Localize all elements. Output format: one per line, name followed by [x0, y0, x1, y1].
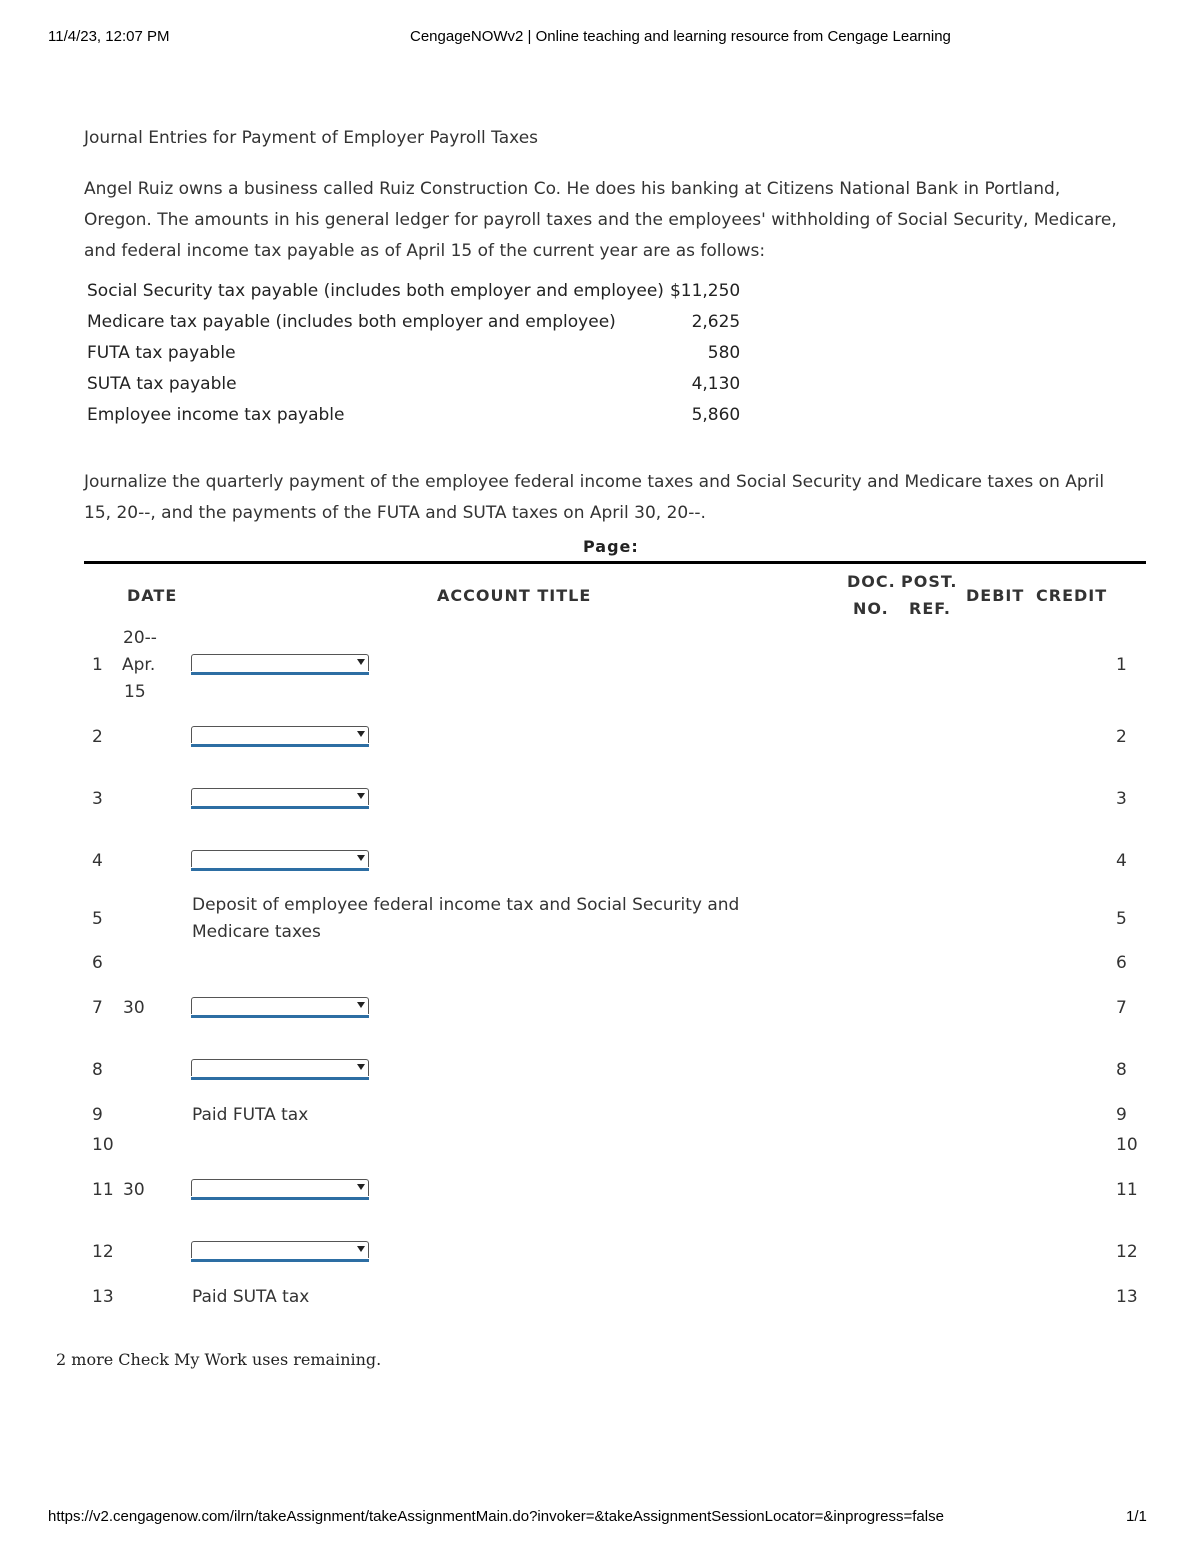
account-select[interactable] [191, 850, 369, 867]
line-number: 10 [92, 1135, 114, 1155]
line-number-right: 5 [1116, 909, 1127, 929]
balance-amount: 4,130 [691, 373, 741, 394]
table-row [87, 275, 740, 306]
line-number-right: 8 [1116, 1060, 1127, 1080]
chevron-down-icon [357, 1002, 365, 1008]
balance-label: Employee income tax payable [87, 404, 345, 425]
line-number-right: 12 [1116, 1242, 1138, 1262]
chevron-down-icon [357, 1064, 365, 1070]
line-number: 11 [92, 1180, 114, 1200]
journal-page-label: Page: [583, 537, 639, 556]
line-number: 5 [92, 909, 103, 929]
account-select[interactable] [191, 726, 369, 743]
account-select[interactable] [191, 654, 369, 671]
date-day: 30 [123, 1180, 145, 1200]
journal-top-rule [84, 561, 1146, 564]
chevron-down-icon [357, 731, 365, 737]
line-number: 8 [92, 1060, 103, 1080]
table-row [87, 368, 740, 399]
check-my-work-remaining: 2 more Check My Work uses remaining. [56, 1350, 382, 1369]
line-number-right: 11 [1116, 1180, 1138, 1200]
header-date: DATE [127, 586, 178, 605]
header-doc-no-line2: NO. [853, 599, 889, 618]
entry-description-line1: Deposit of employee federal income tax and Social Security and [192, 895, 740, 915]
line-number: 12 [92, 1242, 114, 1262]
line-number: 3 [92, 789, 103, 809]
date-year: 20-- [123, 628, 157, 648]
line-number-right: 6 [1116, 953, 1127, 973]
line-number: 2 [92, 727, 103, 747]
line-number: 7 [92, 998, 103, 1018]
balance-label: FUTA tax payable [87, 342, 236, 363]
line-number-right: 13 [1116, 1287, 1138, 1307]
header-post-ref-line1: POST. [901, 572, 958, 591]
problem-instructions: Journalize the quarterly payment of the employee federal income taxes and Social Security and Medicare taxes on April 15, 20--, and the payments of the FUTA and SUTA taxes on April 30, 20--. [84, 472, 1105, 523]
line-number-right: 1 [1116, 655, 1127, 675]
balance-label: Medicare tax payable (includes both employer and employee) [87, 311, 616, 332]
account-select[interactable] [191, 1059, 369, 1076]
entry-description: Paid SUTA tax [192, 1287, 310, 1307]
chevron-down-icon [357, 793, 365, 799]
line-number: 13 [92, 1287, 114, 1307]
table-row [87, 306, 740, 337]
table-row [87, 399, 740, 430]
chevron-down-icon [357, 855, 365, 861]
line-number: 1 [92, 655, 103, 675]
line-number: 9 [92, 1105, 103, 1125]
header-account-title: ACCOUNT TITLE [437, 586, 592, 605]
chevron-down-icon [357, 1246, 365, 1252]
header-credit: CREDIT [1036, 586, 1108, 605]
chevron-down-icon [357, 1184, 365, 1190]
line-number-right: 2 [1116, 727, 1127, 747]
date-day: 15 [124, 682, 146, 702]
line-number-right: 9 [1116, 1105, 1127, 1125]
line-number-right: 10 [1116, 1135, 1138, 1155]
line-number-right: 4 [1116, 851, 1127, 871]
print-datetime: 11/4/23, 12:07 PM [48, 28, 170, 45]
account-select[interactable] [191, 788, 369, 805]
problem-title: Journal Entries for Payment of Employer Payroll Taxes [84, 128, 539, 148]
header-post-ref-line2: REF. [909, 599, 951, 618]
account-select[interactable] [191, 1179, 369, 1196]
account-select[interactable] [191, 1241, 369, 1258]
header-doc-no-line1: DOC. [847, 572, 896, 591]
balance-amount: 580 [707, 342, 741, 363]
chevron-down-icon [357, 659, 365, 665]
page-count: 1/1 [1126, 1508, 1147, 1525]
line-number-right: 7 [1116, 998, 1127, 1018]
header-debit: DEBIT [966, 586, 1025, 605]
line-number: 6 [92, 953, 103, 973]
table-row [87, 337, 740, 368]
page-url: https://v2.cengagenow.com/ilrn/takeAssignment/takeAssignmentMain.do?invoker=&takeAssignmentSessionLocator=&inprogress=false [48, 1508, 944, 1525]
problem-intro: Angel Ruiz owns a business called Ruiz Construction Co. He does his banking at Citizens National Bank in Portland, Oregon. The amounts in his general ledger for payroll taxes and the employees' withholding of Social Security, Medicare, and federal income tax payable as of April 15 of the current year are as follows: [84, 179, 1117, 261]
balances-table [87, 275, 740, 430]
line-number: 4 [92, 851, 103, 871]
entry-description: Paid FUTA tax [192, 1105, 309, 1125]
balance-amount: 2,625 [691, 311, 741, 332]
entry-description-line2: Medicare taxes [192, 922, 321, 942]
date-day: 30 [123, 998, 145, 1018]
balance-amount: $11,250 [669, 280, 741, 301]
balance-label: Social Security tax payable (includes both employer and employee) [87, 280, 664, 301]
balance-label: SUTA tax payable [87, 373, 237, 394]
date-month: Apr. [122, 655, 156, 675]
balance-amount: 5,860 [691, 404, 741, 425]
line-number-right: 3 [1116, 789, 1127, 809]
page-title: CengageNOWv2 | Online teaching and learning resource from Cengage Learning [410, 28, 951, 45]
account-select[interactable] [191, 997, 369, 1014]
